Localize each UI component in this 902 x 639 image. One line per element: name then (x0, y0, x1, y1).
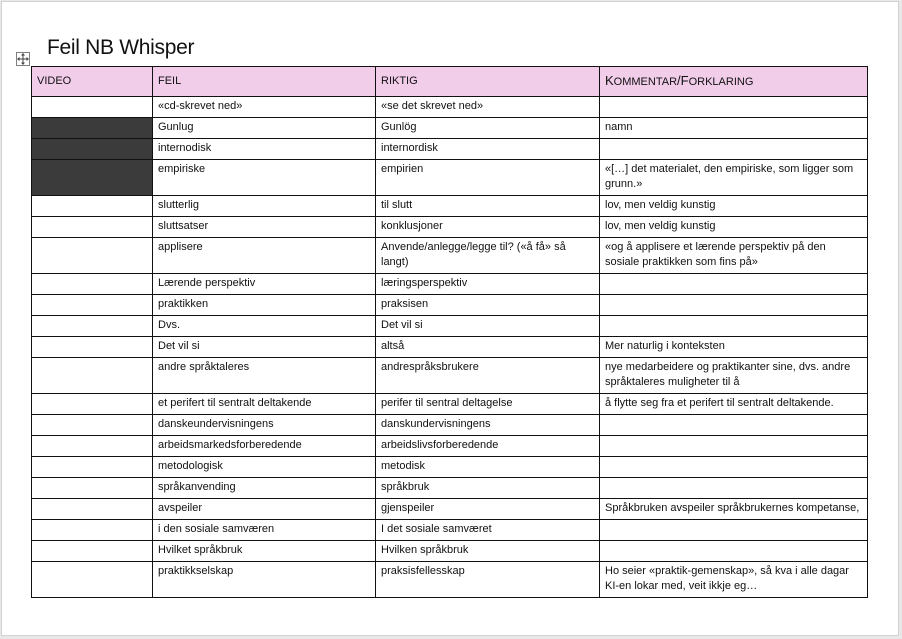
cell-feil[interactable]: «cd-skrevet ned» (153, 97, 376, 118)
table-row (32, 196, 868, 217)
cell-kommentar[interactable]: namn (600, 118, 868, 139)
table-row (32, 118, 868, 139)
cell-kommentar[interactable]: lov, men veldig kunstig (600, 217, 868, 238)
cell-riktig[interactable]: praksisen (376, 295, 600, 316)
cell-kommentar[interactable]: Mer naturlig i konteksten (600, 337, 868, 358)
cell-riktig[interactable]: andrespråksbrukere (376, 358, 600, 394)
cell-riktig[interactable]: arbeidslivsforberedende (376, 436, 600, 457)
cell-feil[interactable]: slutterlig (153, 196, 376, 217)
cell-feil[interactable]: avspeiler (153, 499, 376, 520)
cell-kommentar[interactable] (600, 478, 868, 499)
cell-feil[interactable]: metodologisk (153, 457, 376, 478)
table-row (32, 478, 868, 499)
table-row (32, 415, 868, 436)
cell-feil[interactable]: danskeundervisningens (153, 415, 376, 436)
cell-kommentar[interactable]: «[…] det materialet, den empiriske, som ligger som grunn.» (600, 160, 868, 196)
table-row (32, 541, 868, 562)
cell-kommentar[interactable] (600, 139, 868, 160)
cell-kommentar[interactable] (600, 436, 868, 457)
cell-video[interactable] (32, 139, 153, 160)
cell-video[interactable] (32, 499, 153, 520)
cell-riktig[interactable]: empirien (376, 160, 600, 196)
table-row (32, 520, 868, 541)
cell-video[interactable] (32, 520, 153, 541)
cell-riktig[interactable]: læringsperspektiv (376, 274, 600, 295)
cell-feil[interactable]: sluttsatser (153, 217, 376, 238)
table-row (32, 295, 868, 316)
cell-kommentar[interactable] (600, 295, 868, 316)
table-header-row (32, 67, 868, 97)
cell-feil[interactable]: Hvilket språkbruk (153, 541, 376, 562)
table-row (32, 238, 868, 274)
cell-video[interactable] (32, 316, 153, 337)
cell-video[interactable] (32, 541, 153, 562)
cell-riktig[interactable]: gjenspeiler (376, 499, 600, 520)
cell-video[interactable] (32, 337, 153, 358)
table-body (32, 97, 868, 598)
header-video[interactable]: VIDEO (32, 67, 153, 97)
cell-feil[interactable]: praktikkselskap (153, 562, 376, 598)
cell-kommentar[interactable]: Ho seier «praktik-gemenskap», så kva i alle dagar KI-en lokar med, veit ikkje eg… (600, 562, 868, 598)
table-row (32, 499, 868, 520)
cell-riktig[interactable]: språkbruk (376, 478, 600, 499)
table-row (32, 274, 868, 295)
cell-video[interactable] (32, 457, 153, 478)
cell-kommentar[interactable]: å flytte seg fra et perifert til sentralt deltakende. (600, 394, 868, 415)
table-row (32, 316, 868, 337)
cell-video[interactable] (32, 562, 153, 598)
cell-riktig[interactable]: metodisk (376, 457, 600, 478)
cell-video[interactable] (32, 415, 153, 436)
cell-feil[interactable]: språkanvending (153, 478, 376, 499)
cell-feil[interactable]: empiriske (153, 160, 376, 196)
cell-video[interactable] (32, 478, 153, 499)
table-row (32, 358, 868, 394)
cell-riktig[interactable]: Hvilken språkbruk (376, 541, 600, 562)
table-row (32, 97, 868, 118)
cell-riktig[interactable]: praksisfellesskap (376, 562, 600, 598)
cell-riktig[interactable]: danskundervisningens (376, 415, 600, 436)
cell-feil[interactable]: Det vil si (153, 337, 376, 358)
cell-riktig[interactable]: «se det skrevet ned» (376, 97, 600, 118)
cell-kommentar[interactable] (600, 520, 868, 541)
cell-kommentar[interactable] (600, 457, 868, 478)
header-feil[interactable]: FEIL (153, 67, 376, 97)
cell-kommentar[interactable]: lov, men veldig kunstig (600, 196, 868, 217)
document-page (1, 1, 899, 636)
document-title[interactable]: Feil NB Whisper (47, 36, 195, 59)
cell-video[interactable] (32, 238, 153, 274)
move-arrows-icon[interactable] (16, 52, 30, 66)
cell-riktig[interactable]: internordisk (376, 139, 600, 160)
table-row (32, 457, 868, 478)
cell-video[interactable] (32, 160, 153, 196)
table-row (32, 337, 868, 358)
cell-kommentar[interactable]: Språkbruken avspeiler språkbrukernes kompetanse, (600, 499, 868, 520)
table-row (32, 160, 868, 196)
cell-riktig[interactable]: perifer til sentral deltagelse (376, 394, 600, 415)
cell-kommentar[interactable]: «og å applisere et lærende perspektiv på den sosiale praktikken som fins på» (600, 238, 868, 274)
error-table (31, 66, 868, 598)
cell-video[interactable] (32, 118, 153, 139)
cell-kommentar[interactable] (600, 415, 868, 436)
cell-video[interactable] (32, 295, 153, 316)
cell-video[interactable] (32, 274, 153, 295)
cell-riktig[interactable]: Anvende/anlegge/legge til? («å få» så langt) (376, 238, 600, 274)
header-riktig[interactable]: RIKTIG (376, 67, 600, 97)
cell-feil[interactable]: i den sosiale samværen (153, 520, 376, 541)
cell-video[interactable] (32, 196, 153, 217)
cell-riktig[interactable]: Gunlög (376, 118, 600, 139)
cell-video[interactable] (32, 217, 153, 238)
cell-kommentar[interactable] (600, 274, 868, 295)
cell-riktig[interactable]: I det sosiale samværet (376, 520, 600, 541)
cell-feil[interactable]: applisere (153, 238, 376, 274)
cell-video[interactable] (32, 358, 153, 394)
cell-riktig[interactable]: altså (376, 337, 600, 358)
table-row (32, 217, 868, 238)
table-row (32, 139, 868, 160)
cell-feil[interactable]: internodisk (153, 139, 376, 160)
table-row (32, 436, 868, 457)
table-row (32, 394, 868, 415)
cell-riktig[interactable]: Det vil si (376, 316, 600, 337)
cell-riktig[interactable]: konklusjoner (376, 217, 600, 238)
cell-kommentar[interactable] (600, 316, 868, 337)
cell-feil[interactable]: arbeidsmarkedsforberedende (153, 436, 376, 457)
cell-feil[interactable]: praktikken (153, 295, 376, 316)
cell-riktig[interactable]: til slutt (376, 196, 600, 217)
cell-feil[interactable]: Dvs. (153, 316, 376, 337)
cell-kommentar[interactable] (600, 97, 868, 118)
cell-feil[interactable]: et perifert til sentralt deltakende (153, 394, 376, 415)
table-row (32, 562, 868, 598)
cell-feil[interactable]: Gunlug (153, 118, 376, 139)
cell-kommentar[interactable] (600, 541, 868, 562)
header-kommentar[interactable]: KOMMENTAR/FORKLARING (600, 67, 868, 97)
cell-video[interactable] (32, 394, 153, 415)
cell-feil[interactable]: andre språktaleres (153, 358, 376, 394)
cell-kommentar[interactable]: nye medarbeidere og praktikanter sine, dvs. andre språktaleres muligheter til å (600, 358, 868, 394)
cell-video[interactable] (32, 436, 153, 457)
cell-feil[interactable]: Lærende perspektiv (153, 274, 376, 295)
cell-video[interactable] (32, 97, 153, 118)
